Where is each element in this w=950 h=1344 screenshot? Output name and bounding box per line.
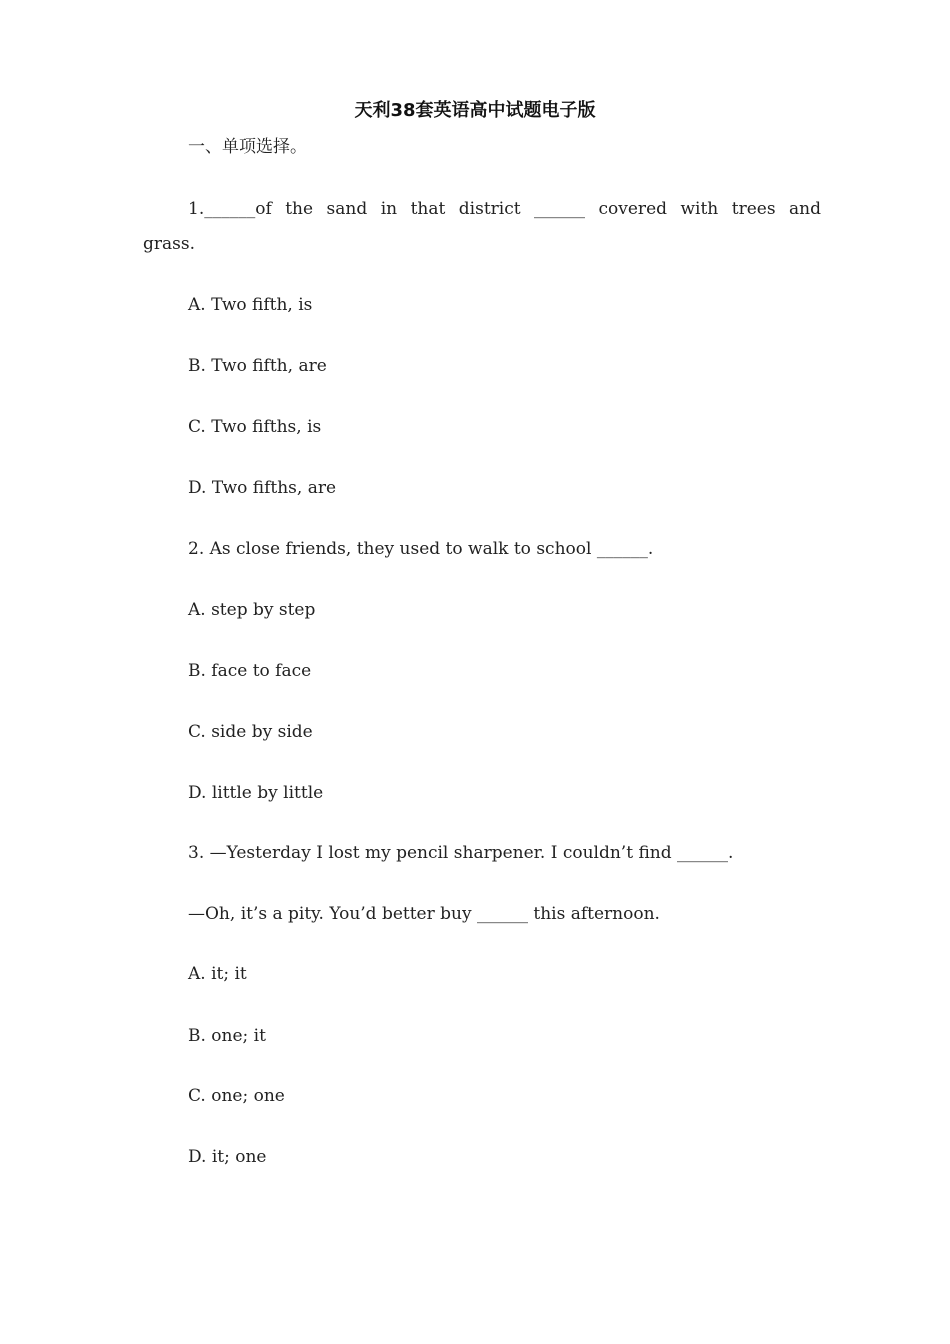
question-3-option-d: D. it; one — [188, 1147, 267, 1167]
question-3-option-b: B. one; it — [188, 1026, 266, 1046]
question-1-option-c: C. Two fifths, is — [188, 417, 322, 437]
q1-word: district — [458, 199, 521, 219]
question-3-option-a: A. it; it — [188, 964, 247, 984]
q1-word: with — [680, 199, 719, 219]
question-3-reply: —Oh, it’s a pity. You’d better buy ______ this afternoon. — [188, 904, 660, 924]
q1-word: 1.______of — [188, 199, 272, 219]
question-3-stem: 3. —Yesterday I lost my pencil sharpener. I couldn’t find ______. — [188, 843, 734, 863]
question-2-option-b: B. face to face — [188, 661, 312, 681]
q1-word: and — [789, 199, 821, 219]
question-2-option-c: C. side by side — [188, 722, 313, 742]
q1-word: in — [380, 199, 398, 219]
question-1-stem-line2: grass. — [143, 234, 195, 254]
q1-word: that — [410, 199, 446, 219]
q1-word: sand — [326, 199, 368, 219]
document-title: 天利38套英语高中试题电子版 — [354, 100, 596, 121]
question-2-option-a: A. step by step — [188, 600, 316, 620]
q1-word: trees — [731, 199, 776, 219]
question-2-option-d: D. little by little — [188, 783, 324, 803]
question-1-option-b: B. Two fifth, are — [188, 356, 327, 376]
section-heading: 一、单项选择。 — [188, 137, 307, 157]
question-3-option-c: C. one; one — [188, 1086, 285, 1106]
question-1-option-d: D. Two fifths, are — [188, 478, 337, 498]
q1-word: ______ — [534, 199, 586, 219]
question-1-stem-line1 — [188, 197, 821, 221]
q1-word: the — [285, 199, 314, 219]
q1-word: covered — [598, 199, 668, 219]
question-2-stem: 2. As close friends, they used to walk to school ______. — [188, 539, 654, 559]
question-1-option-a: A. Two fifth, is — [188, 295, 313, 315]
